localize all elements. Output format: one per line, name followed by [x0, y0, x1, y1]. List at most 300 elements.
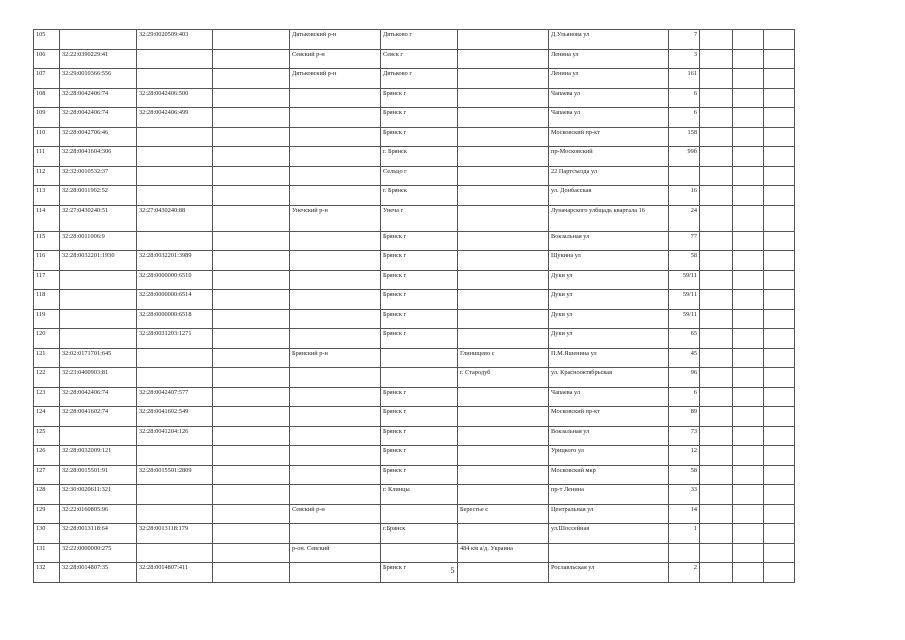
settlement-cell: [458, 407, 549, 427]
extra-cell: [213, 309, 290, 329]
settlement-cell: [458, 270, 549, 290]
row-number-cell: 124: [34, 407, 60, 427]
extra-cell: [213, 231, 290, 251]
extra-cell: [213, 166, 290, 186]
extra-cell: [733, 446, 764, 466]
extra-cell: [700, 309, 733, 329]
city-cell: г. Брянск: [381, 147, 458, 167]
extra-cell: [700, 524, 733, 544]
cadastral-number-cell: 32:28:0015501:91: [60, 465, 137, 485]
house-number-cell: 73: [669, 426, 700, 446]
sub-cadastral-number-cell: 32:28:0015501:2809: [137, 465, 213, 485]
extra-cell: [764, 231, 795, 251]
table-row: [34, 231, 795, 251]
extra-cell: [733, 504, 764, 524]
extra-cell: [764, 69, 795, 89]
extra-cell: [733, 270, 764, 290]
row-number-cell: 123: [34, 387, 60, 407]
district-cell: Севский р-н: [290, 49, 381, 69]
sub-cadastral-number-cell: 32:28:0041204:126: [137, 426, 213, 446]
extra-cell: [733, 147, 764, 167]
extra-cell: [213, 127, 290, 147]
extra-cell: [764, 30, 795, 50]
row-number-cell: 105: [34, 30, 60, 50]
district-cell: [290, 329, 381, 349]
row-number-cell: 110: [34, 127, 60, 147]
table-row: [34, 368, 795, 388]
table-row: [34, 504, 795, 524]
row-number-cell: 128: [34, 485, 60, 505]
settlement-cell: [458, 186, 549, 206]
settlement-cell: [458, 290, 549, 310]
extra-cell: [213, 446, 290, 466]
extra-cell: [733, 543, 764, 563]
extra-cell: [733, 485, 764, 505]
district-cell: Дятьковский р-н: [290, 30, 381, 50]
table-row: [34, 465, 795, 485]
house-number-cell: 58: [669, 465, 700, 485]
street-cell: Московский пр-кт: [549, 127, 669, 147]
street-cell: Дуки ул: [549, 270, 669, 290]
row-number-cell: 122: [34, 368, 60, 388]
cadastral-number-cell: 32:27:0430240:51: [60, 205, 137, 231]
street-cell: Центральная ул: [549, 504, 669, 524]
extra-cell: [213, 387, 290, 407]
house-number-cell: 3: [669, 49, 700, 69]
extra-cell: [213, 543, 290, 563]
cadastral-number-cell: 32:28:0032201:1930: [60, 251, 137, 271]
extra-cell: [700, 446, 733, 466]
street-cell: Вокзальная ул: [549, 426, 669, 446]
house-number-cell: 6: [669, 108, 700, 128]
house-number-cell: 59/11: [669, 270, 700, 290]
street-cell: ул. Краснооктябрьская: [549, 368, 669, 388]
extra-cell: [700, 387, 733, 407]
extra-cell: [213, 205, 290, 231]
cadastral-number-cell: 32:22:0160805:96: [60, 504, 137, 524]
extra-cell: [700, 465, 733, 485]
extra-cell: [733, 368, 764, 388]
settlement-cell: [458, 387, 549, 407]
extra-cell: [700, 485, 733, 505]
extra-cell: [700, 290, 733, 310]
street-cell: Щукина ул: [549, 251, 669, 271]
house-number-cell: 96: [669, 368, 700, 388]
sub-cadastral-number-cell: 32:28:0014807:411: [137, 563, 213, 583]
street-cell: Дуки ул: [549, 329, 669, 349]
sub-cadastral-number-cell: [137, 147, 213, 167]
extra-cell: [764, 309, 795, 329]
city-cell: Брянск г: [381, 563, 458, 583]
city-cell: Брянск г: [381, 446, 458, 466]
extra-cell: [733, 348, 764, 368]
cadastral-number-cell: [60, 290, 137, 310]
district-cell: [290, 465, 381, 485]
extra-cell: [764, 127, 795, 147]
city-cell: Брянск г: [381, 426, 458, 446]
house-number-cell: 89: [669, 407, 700, 427]
cadastral-number-cell: 32:28:0041602:74: [60, 407, 137, 427]
settlement-cell: [458, 251, 549, 271]
cadastral-number-cell: 32:28:0041604:306: [60, 147, 137, 167]
row-number-cell: 125: [34, 426, 60, 446]
extra-cell: [764, 348, 795, 368]
city-cell: Брянск г: [381, 290, 458, 310]
row-number-cell: 130: [34, 524, 60, 544]
extra-cell: [213, 504, 290, 524]
sub-cadastral-number-cell: [137, 485, 213, 505]
cadastral-number-cell: [60, 270, 137, 290]
cadastral-number-cell: 32:23:0400903:81: [60, 368, 137, 388]
table-row: [34, 69, 795, 89]
street-cell: Дуки ул: [549, 290, 669, 310]
extra-cell: [733, 407, 764, 427]
district-cell: [290, 108, 381, 128]
sub-cadastral-number-cell: [137, 49, 213, 69]
extra-cell: [733, 524, 764, 544]
extra-cell: [733, 231, 764, 251]
settlement-cell: [458, 69, 549, 89]
table-row: [34, 166, 795, 186]
sub-cadastral-number-cell: 32:29:0020509:403: [137, 30, 213, 50]
city-cell: Севск г: [381, 49, 458, 69]
sub-cadastral-number-cell: [137, 446, 213, 466]
sub-cadastral-number-cell: [137, 231, 213, 251]
extra-cell: [764, 485, 795, 505]
extra-cell: [733, 166, 764, 186]
row-number-cell: 106: [34, 49, 60, 69]
extra-cell: [733, 88, 764, 108]
extra-cell: [213, 69, 290, 89]
extra-cell: [700, 251, 733, 271]
extra-cell: [213, 186, 290, 206]
settlement-cell: 484 км а/д. Украина: [458, 543, 549, 563]
table-row: [34, 407, 795, 427]
city-cell: Дятьково г: [381, 30, 458, 50]
street-cell: [549, 543, 669, 563]
house-number-cell: 77: [669, 231, 700, 251]
row-number-cell: 108: [34, 88, 60, 108]
street-cell: пр-т Ленина: [549, 485, 669, 505]
table-row: [34, 251, 795, 271]
house-number-cell: 33: [669, 485, 700, 505]
property-table: [33, 29, 795, 583]
district-cell: [290, 485, 381, 505]
row-number-cell: 120: [34, 329, 60, 349]
city-cell: Брянск г: [381, 127, 458, 147]
street-cell: пр-Московский: [549, 147, 669, 167]
extra-cell: [733, 108, 764, 128]
extra-cell: [733, 186, 764, 206]
house-number-cell: 59/11: [669, 290, 700, 310]
table-row: [34, 205, 795, 231]
district-cell: [290, 147, 381, 167]
extra-cell: [700, 127, 733, 147]
table-row: [34, 127, 795, 147]
city-cell: Брянск г: [381, 329, 458, 349]
city-cell: г. Клинцы: [381, 485, 458, 505]
district-cell: р-он. Севский: [290, 543, 381, 563]
row-number-cell: 121: [34, 348, 60, 368]
table-row: [34, 108, 795, 128]
street-cell: Чапаева ул: [549, 88, 669, 108]
extra-cell: [213, 251, 290, 271]
extra-cell: [733, 251, 764, 271]
sub-cadastral-number-cell: 32:27:0430240:88: [137, 205, 213, 231]
extra-cell: [764, 186, 795, 206]
cadastral-number-cell: 32:28:0042406:74: [60, 387, 137, 407]
row-number-cell: 126: [34, 446, 60, 466]
sub-cadastral-number-cell: [137, 543, 213, 563]
table-row: [34, 329, 795, 349]
cadastral-number-cell: 32:30:0020611:321: [60, 485, 137, 505]
house-number-cell: 158: [669, 127, 700, 147]
extra-cell: [700, 147, 733, 167]
row-number-cell: 131: [34, 543, 60, 563]
sub-cadastral-number-cell: [137, 127, 213, 147]
row-number-cell: 112: [34, 166, 60, 186]
extra-cell: [700, 186, 733, 206]
extra-cell: [764, 270, 795, 290]
sub-cadastral-number-cell: 32:28:0000000:6514: [137, 290, 213, 310]
district-cell: [290, 166, 381, 186]
table-row: [34, 186, 795, 206]
cadastral-number-cell: [60, 30, 137, 50]
extra-cell: [733, 426, 764, 446]
cadastral-number-cell: [60, 329, 137, 349]
settlement-cell: [458, 309, 549, 329]
extra-cell: [213, 30, 290, 50]
district-cell: [290, 426, 381, 446]
sub-cadastral-number-cell: 32:28:0013118:179: [137, 524, 213, 544]
sub-cadastral-number-cell: [137, 504, 213, 524]
sub-cadastral-number-cell: 32:28:0031203:1271: [137, 329, 213, 349]
extra-cell: [213, 426, 290, 446]
extra-cell: [213, 465, 290, 485]
extra-cell: [733, 205, 764, 231]
extra-cell: [700, 88, 733, 108]
house-number-cell: 6: [669, 387, 700, 407]
sub-cadastral-number-cell: 32:28:0042407:577: [137, 387, 213, 407]
extra-cell: [733, 309, 764, 329]
table-row: [34, 387, 795, 407]
extra-cell: [764, 446, 795, 466]
extra-cell: [213, 329, 290, 349]
district-cell: [290, 524, 381, 544]
row-number-cell: 119: [34, 309, 60, 329]
cadastral-number-cell: 32:28:0042406:74: [60, 88, 137, 108]
extra-cell: [700, 368, 733, 388]
cadastral-number-cell: [60, 309, 137, 329]
street-cell: Урицкого ул: [549, 446, 669, 466]
house-number-cell: 6: [669, 88, 700, 108]
street-cell: Ленина ул: [549, 69, 669, 89]
sub-cadastral-number-cell: 32:28:0032201:3989: [137, 251, 213, 271]
city-cell: г.Брянск: [381, 524, 458, 544]
district-cell: [290, 446, 381, 466]
house-number-cell: 161: [669, 69, 700, 89]
house-number-cell: 14: [669, 504, 700, 524]
street-cell: П.М.Яшенина ул: [549, 348, 669, 368]
sub-cadastral-number-cell: 32:28:0000000:6510: [137, 270, 213, 290]
extra-cell: [213, 485, 290, 505]
district-cell: [290, 290, 381, 310]
extra-cell: [700, 166, 733, 186]
cadastral-number-cell: 32:28:0042706:46: [60, 127, 137, 147]
city-cell: Брянск г: [381, 251, 458, 271]
house-number-cell: 1: [669, 524, 700, 544]
extra-cell: [733, 329, 764, 349]
street-cell: Дуки ул: [549, 309, 669, 329]
city-cell: [381, 504, 458, 524]
row-number-cell: 118: [34, 290, 60, 310]
sub-cadastral-number-cell: 32:28:0042406:500: [137, 88, 213, 108]
street-cell: 22 Партсъезда ул: [549, 166, 669, 186]
settlement-cell: [458, 485, 549, 505]
row-number-cell: 114: [34, 205, 60, 231]
city-cell: г. Брянск: [381, 186, 458, 206]
extra-cell: [764, 387, 795, 407]
extra-cell: [733, 49, 764, 69]
city-cell: Брянск г: [381, 231, 458, 251]
table-row: [34, 49, 795, 69]
city-cell: Брянск г: [381, 108, 458, 128]
house-number-cell: 45: [669, 348, 700, 368]
extra-cell: [700, 543, 733, 563]
extra-cell: [213, 290, 290, 310]
street-cell: Луначарского улбщадь квартала 16: [549, 205, 669, 231]
table-row: [34, 30, 795, 50]
house-number-cell: 12: [669, 446, 700, 466]
house-number-cell: 65: [669, 329, 700, 349]
house-number-cell: 2: [669, 563, 700, 583]
extra-cell: [700, 407, 733, 427]
row-number-cell: 109: [34, 108, 60, 128]
extra-cell: [764, 251, 795, 271]
district-cell: [290, 88, 381, 108]
street-cell: ул. Донбасская: [549, 186, 669, 206]
extra-cell: [213, 147, 290, 167]
extra-cell: [764, 426, 795, 446]
extra-cell: [733, 127, 764, 147]
extra-cell: [213, 348, 290, 368]
city-cell: [381, 543, 458, 563]
cadastral-number-cell: 32:28:0042406:74: [60, 108, 137, 128]
extra-cell: [700, 426, 733, 446]
row-number-cell: 115: [34, 231, 60, 251]
row-number-cell: 107: [34, 69, 60, 89]
page-number: 5: [450, 566, 455, 575]
street-cell: Московский пр-кт: [549, 407, 669, 427]
settlement-cell: [458, 231, 549, 251]
house-number-cell: [669, 166, 700, 186]
cadastral-number-cell: 32:22:0000000:275: [60, 543, 137, 563]
sub-cadastral-number-cell: [137, 348, 213, 368]
table-row: [34, 485, 795, 505]
extra-cell: [700, 329, 733, 349]
cadastral-number-cell: 32:02:0171701:645: [60, 348, 137, 368]
extra-cell: [764, 504, 795, 524]
city-cell: Брянск г: [381, 270, 458, 290]
cadastral-number-cell: 32:28:0014807:35: [60, 563, 137, 583]
extra-cell: [213, 88, 290, 108]
table-row: [34, 348, 795, 368]
district-cell: [290, 186, 381, 206]
extra-cell: [700, 49, 733, 69]
sub-cadastral-number-cell: [137, 69, 213, 89]
extra-cell: [764, 108, 795, 128]
extra-cell: [213, 49, 290, 69]
extra-cell: [700, 270, 733, 290]
extra-cell: [213, 407, 290, 427]
cadastral-number-cell: 32:28:0013118:64: [60, 524, 137, 544]
row-number-cell: 132: [34, 563, 60, 583]
city-cell: Сельцо г: [381, 166, 458, 186]
extra-cell: [733, 465, 764, 485]
table-body: [34, 30, 795, 583]
house-number-cell: [669, 543, 700, 563]
extra-cell: [700, 108, 733, 128]
extra-cell: [700, 30, 733, 50]
row-number-cell: 117: [34, 270, 60, 290]
street-cell: Чапаева ул: [549, 108, 669, 128]
settlement-cell: Глинищево с: [458, 348, 549, 368]
sub-cadastral-number-cell: [137, 186, 213, 206]
city-cell: Брянск г: [381, 407, 458, 427]
table-row: [34, 88, 795, 108]
table-row: [34, 426, 795, 446]
extra-cell: [733, 69, 764, 89]
settlement-cell: [458, 524, 549, 544]
sub-cadastral-number-cell: 32:28:0041602:549: [137, 407, 213, 427]
extra-cell: [213, 108, 290, 128]
city-cell: Брянск г: [381, 387, 458, 407]
row-number-cell: 127: [34, 465, 60, 485]
district-cell: [290, 127, 381, 147]
extra-cell: [764, 465, 795, 485]
district-cell: Дятьковский р-н: [290, 69, 381, 89]
street-cell: Вокзальная ул: [549, 231, 669, 251]
row-number-cell: 129: [34, 504, 60, 524]
house-number-cell: 24: [669, 205, 700, 231]
settlement-cell: г. Стародуб: [458, 368, 549, 388]
extra-cell: [764, 329, 795, 349]
extra-cell: [764, 166, 795, 186]
extra-cell: [700, 69, 733, 89]
district-cell: [290, 231, 381, 251]
row-number-cell: 116: [34, 251, 60, 271]
cadastral-number-cell: [60, 426, 137, 446]
extra-cell: [733, 30, 764, 50]
settlement-cell: Берестье с: [458, 504, 549, 524]
sub-cadastral-number-cell: [137, 368, 213, 388]
table-row: [34, 290, 795, 310]
house-number-cell: 16: [669, 186, 700, 206]
street-cell: Московский мкр: [549, 465, 669, 485]
table-row: [34, 147, 795, 167]
settlement-cell: [458, 108, 549, 128]
row-number-cell: 113: [34, 186, 60, 206]
street-cell: Д.Ульянова ул: [549, 30, 669, 50]
row-number-cell: 111: [34, 147, 60, 167]
district-cell: [290, 387, 381, 407]
table-row: [34, 270, 795, 290]
cadastral-number-cell: 32:29:0010366:556: [60, 69, 137, 89]
district-cell: [290, 407, 381, 427]
settlement-cell: [458, 205, 549, 231]
settlement-cell: [458, 465, 549, 485]
house-number-cell: 59/11: [669, 309, 700, 329]
